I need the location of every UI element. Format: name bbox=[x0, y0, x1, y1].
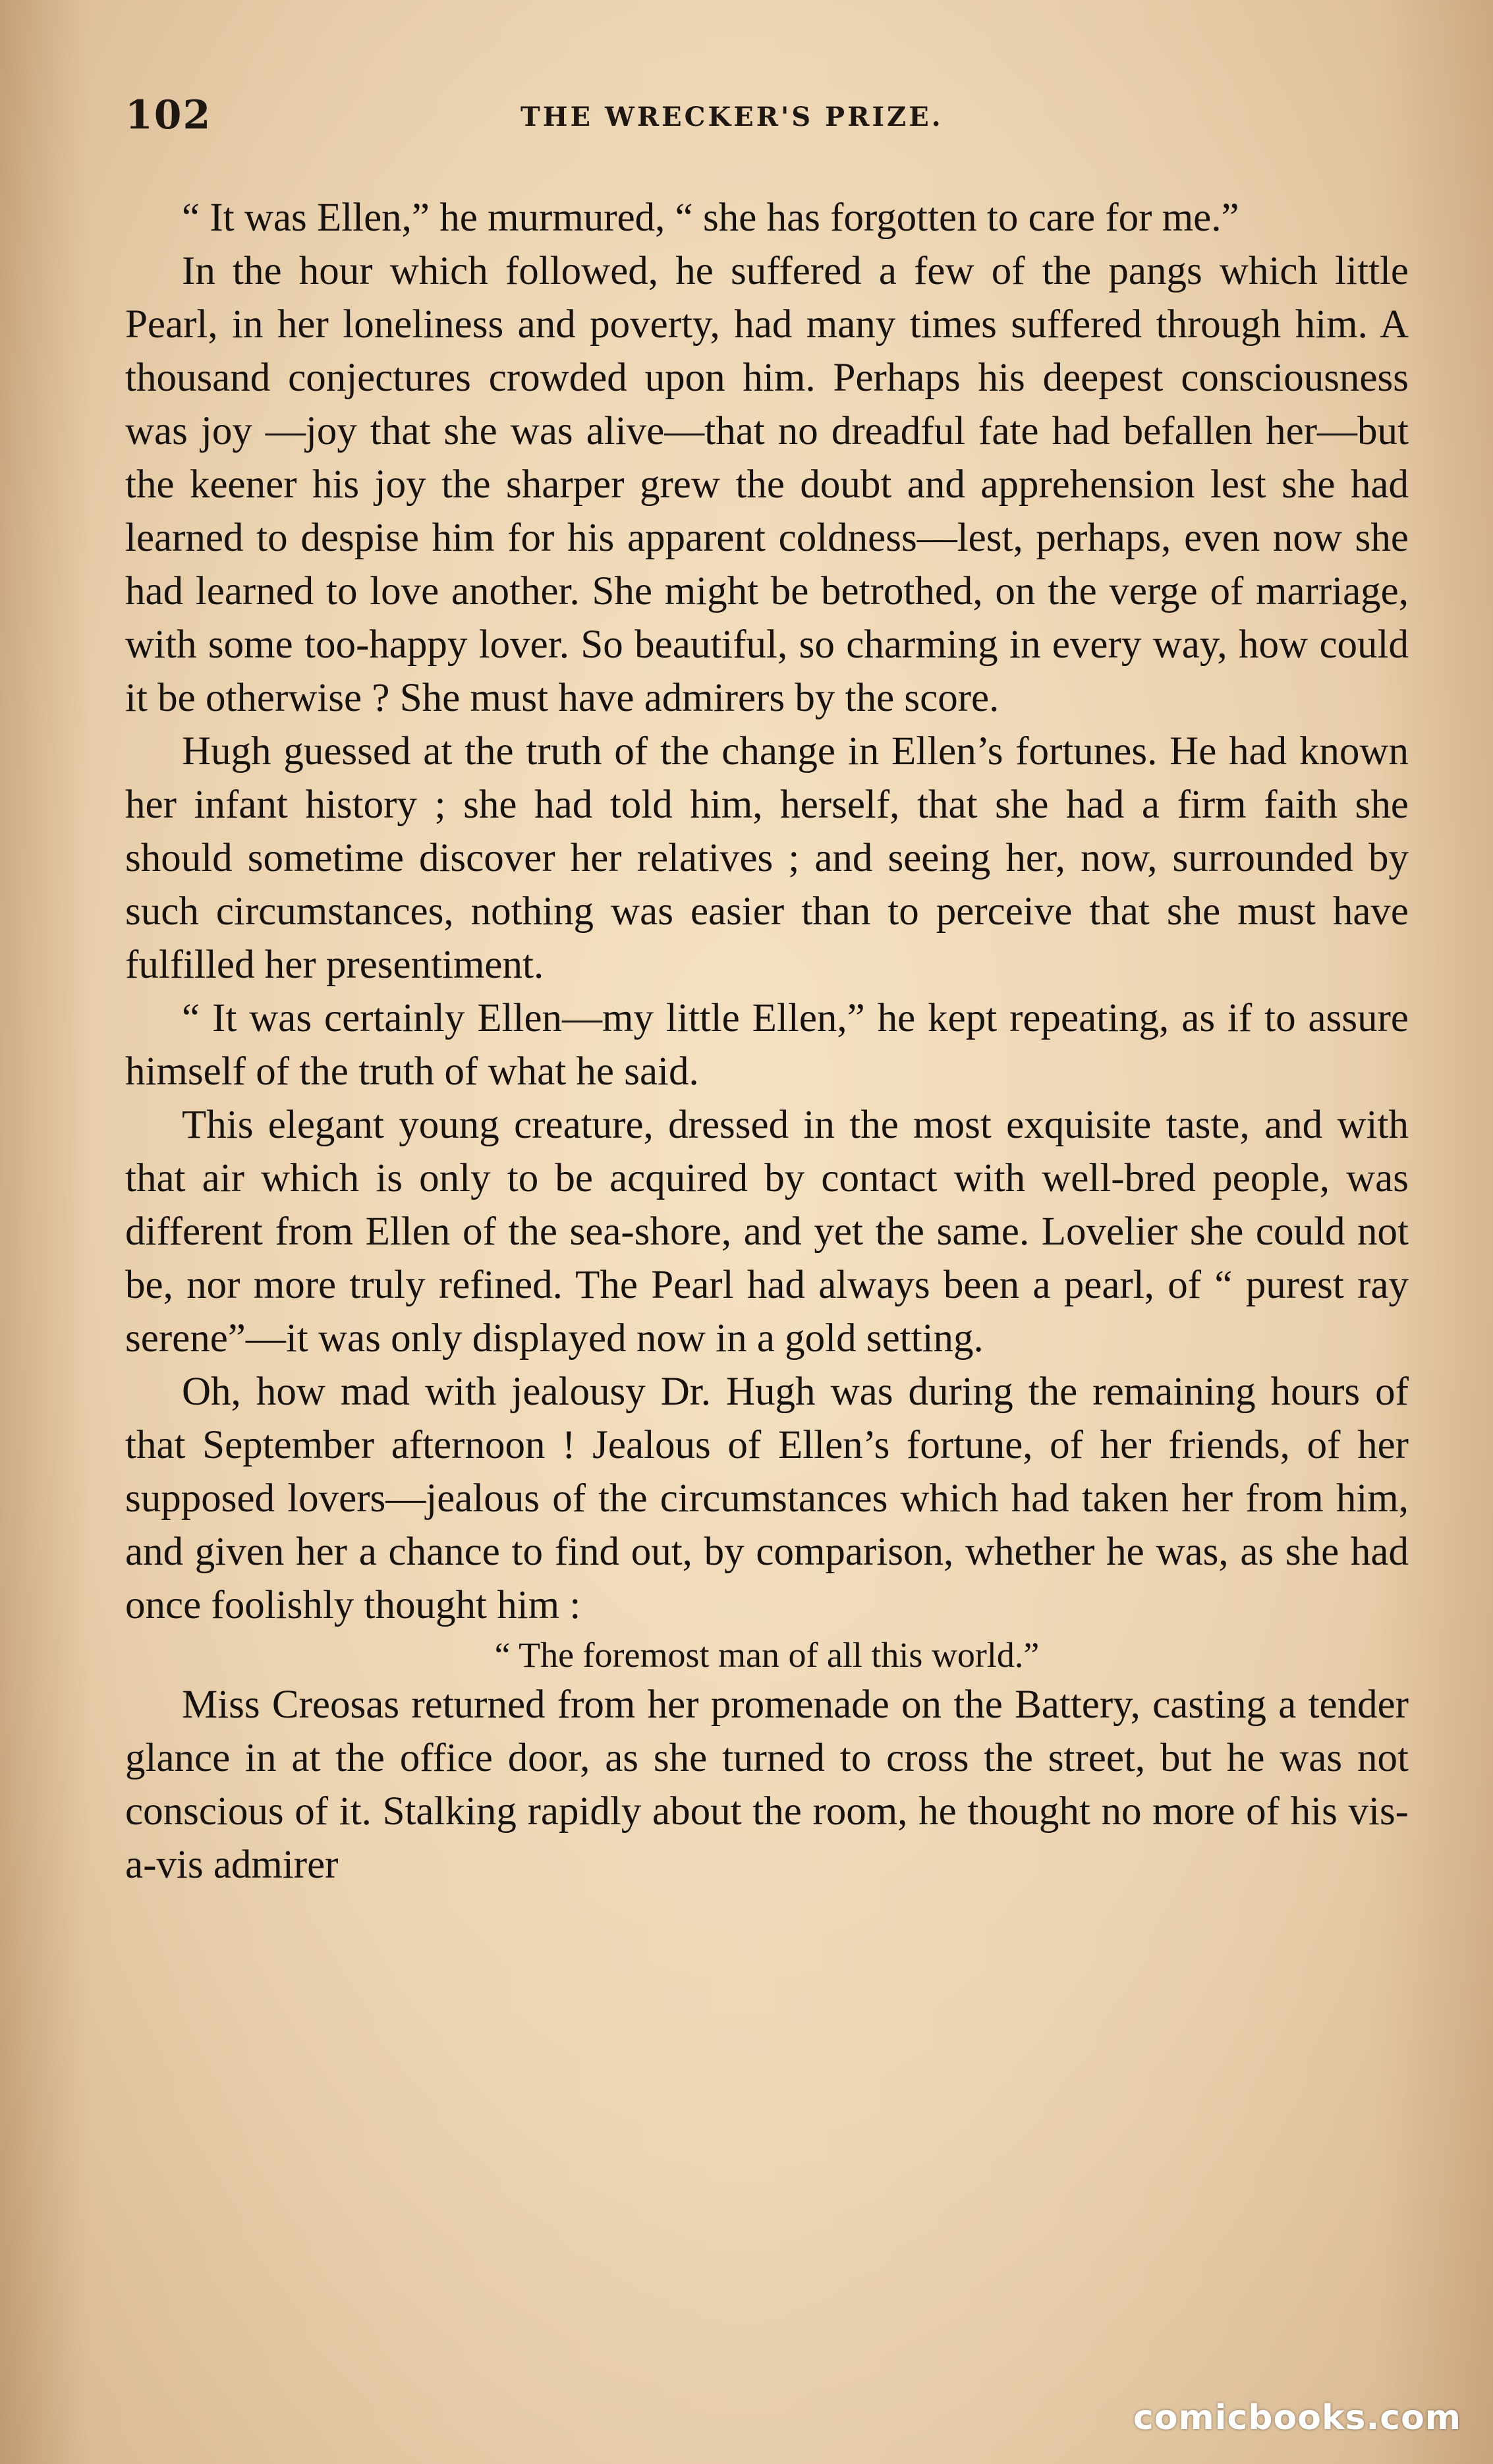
paragraph: In the hour which followed, he suffered a few of the pangs which little Pearl, in her loneliness and poverty, had many times suffered through him. A thousand conjectures crowded upon him. Perhaps his deepest consciousness was joy —joy that she was alive—that no dreadful fate had befallen her—but the keener his joy the sharper grew the doubt and apprehension lest she had learned to despise him for his apparent coldness—lest, perhaps, even now she had learned to love another. She might be betrothed, on the verge of marriage, with some too-happy lover. So beautiful, so charming in every way, how could it be otherwise ? She must have admirers by the score. bbox=[125, 249, 1409, 720]
body-text bbox=[125, 191, 1409, 1891]
page-header bbox=[125, 92, 1410, 145]
paragraph: Hugh guessed at the truth of the change in Ellen’s fortunes. He had known her infant history ; she had told him, herself, that she had a firm faith she should sometime discover her relatives ; and seeing her, now, surrounded by such circumstances, nothing was easier than to perceive that she must have fulfilled her presentiment. bbox=[125, 729, 1409, 987]
paragraph: Miss Creosas returned from her promenade on the Battery, casting a tender glance in at the office door, as she turned to cross the street, but he was not conscious of it. Stalking rapidly about the room, he thought no more of his vis-a-vis admirer bbox=[125, 1683, 1409, 1887]
paragraph: This elegant young creature, dressed in the most exquisite taste, and with that air which is only to be acquired by contact with well-bred people, was different from Ellen of the sea-shore, and yet the same. Lovelier she could not be, nor more truly refined. The Pearl had always been a pearl, of “ purest ray serene”—it was only displayed now in a gold setting. bbox=[125, 1103, 1409, 1360]
block-quote: “ The foremost man of all this world.” bbox=[494, 1635, 1040, 1675]
paragraph: Oh, how mad with jealousy Dr. Hugh was during the remaining hours of that September afternoon ! Jealous of Ellen’s fortune, of her friends, of her supposed lovers—jealous of the circumstances which had taken her from him, and given her a chance to find out, by comparison, whether he was, as she had once foolishly thought him : bbox=[125, 1370, 1409, 1627]
running-head: THE WRECKER'S PRIZE. bbox=[521, 101, 944, 132]
page-number: 102 bbox=[125, 92, 212, 138]
site-watermark: comicbooks.com bbox=[1133, 2398, 1461, 2438]
paragraph: “ It was Ellen,” he murmured, “ she has forgotten to care for me.” bbox=[182, 196, 1239, 240]
paragraph: “ It was certainly Ellen—my little Ellen,” he kept repeating, as if to assure himself of the truth of what he said. bbox=[125, 996, 1409, 1094]
